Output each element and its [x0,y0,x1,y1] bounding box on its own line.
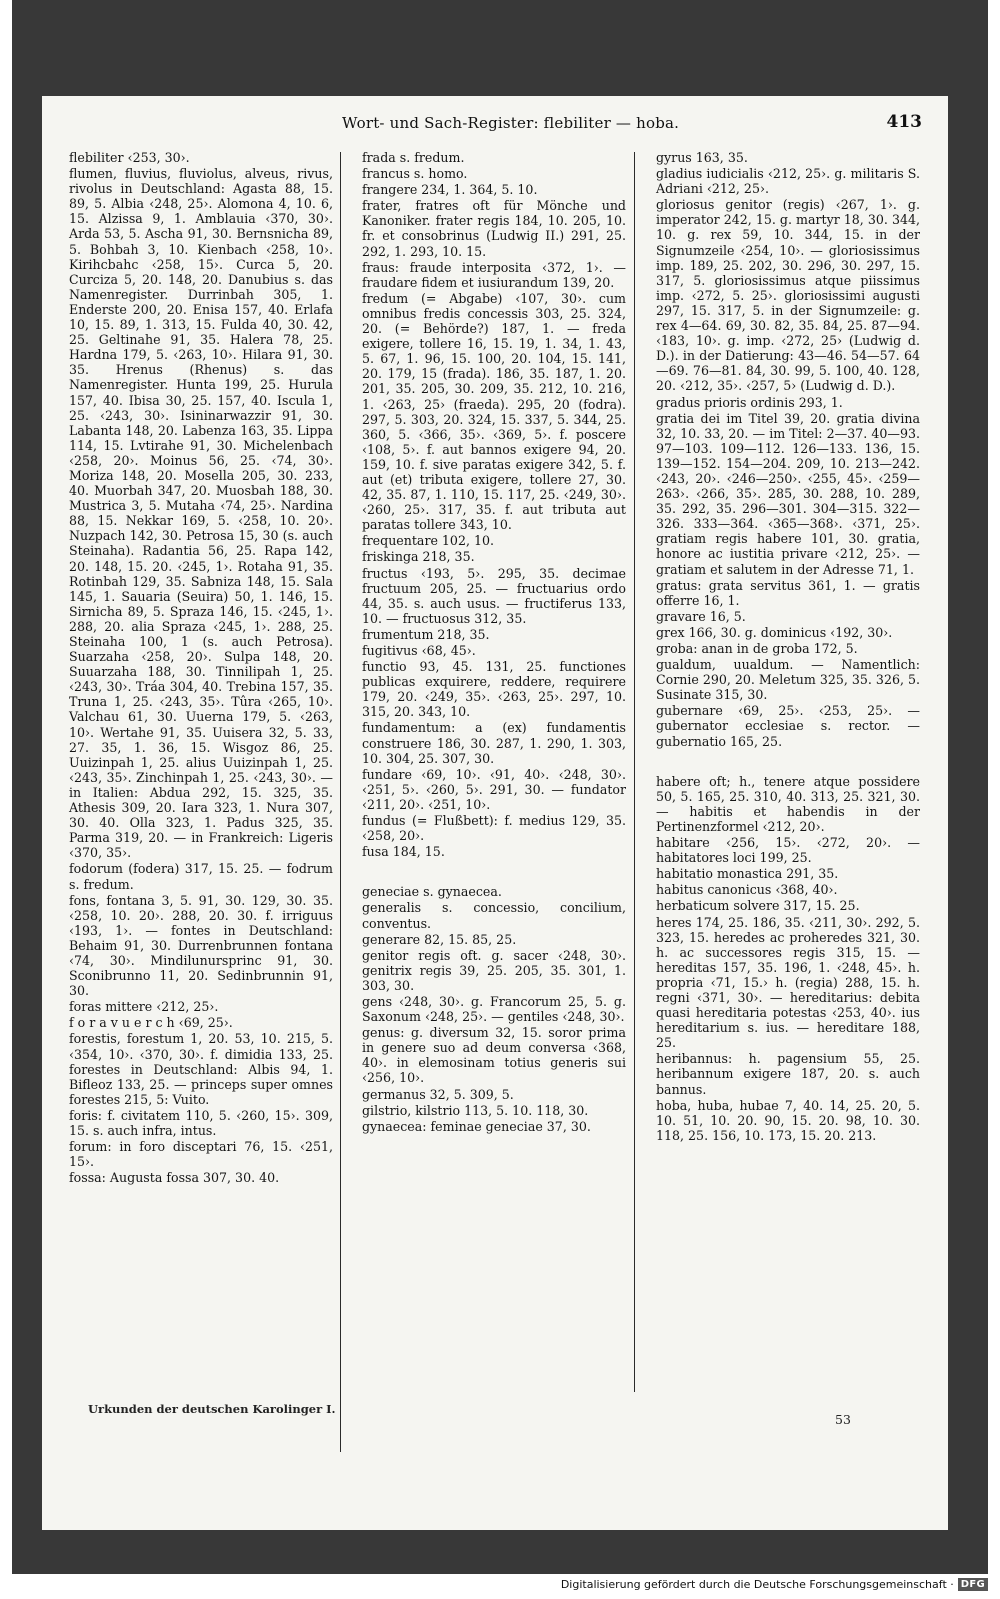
index-entry: gratus: grata servitus 361, 1. — gratis offerre 16, 1. [656,577,920,608]
index-entry: hoba, huba, hubae 7, 40. 14, 25. 20, 5. 10. 51, 10. 20. 90, 15. 20. 98, 10. 30. 118, 25. 156, 10. 173, 15. 20. 213. [656,1097,920,1143]
index-entry: habitatio monastica 291, 35. [656,866,839,882]
running-header [342,114,922,138]
index-entry: gyrus 163, 35. [656,150,748,165]
index-entry: frumentum 218, 35. [362,626,490,642]
footnote: Urkunden der deutschen Karolinger I. [88,1402,336,1416]
index-entry: gradus prioris ordinis 293, 1. [656,394,843,410]
dfg-logo: DFG [958,1578,988,1591]
index-entry: fossa: Augusta fossa 307, 30. 40. [69,1170,280,1186]
section-gap [644,750,920,774]
page-number: 413 [886,112,922,132]
index-entry: genitor regis oft. g. sacer ‹248, 30›. genitrix regis 39, 25. 205, 35. 301, 1. 303, 30. [362,947,626,993]
digitization-credit [561,1578,988,1591]
index-entry: gloriosus genitor (regis) ‹267, 1›. g. imperator 242, 15. g. martyr 18, 30. 344, 10. g. rex 59, 10. 344, 15. in der Signumzeile ‹254, 10›. — gloriosissimus imp. 189, 25. 202, 30. 296, 30. 297, 15. 317, 5. gloriosissimus atque piissimus imp. ‹272, 5. 25›. gloriosissimi augusti 297, 15. 317, 5. in der Signumzeile: g. rex 4—64. 69, 30. 82, 35. 84, 25. 87—94. ‹183, 10›. g. imp. ‹272, 25› (Ludwig d. D.). in der Datierung: 43—46. 54—57. 64—69. 76—81. 84, 30. 99, 5. 100, 40. 128, 20. ‹212, 35›. ‹257, 5› (Ludwig d. D.). [656,197,920,394]
index-entry: frater, fratres oft für Mönche und Kanoniker. frater regis 184, 10. 205, 10. fr. et consobrinus (Ludwig II.) 291, 25. 292, 1. 293, 10. 15. [362,198,626,259]
index-entry: friskinga 218, 35. [362,549,475,565]
index-entry: frangere 234, 1. 364, 5. 10. [362,182,538,198]
index-entry: forum: in foro disceptari 76, 15. ‹251, 15›. [69,1139,333,1170]
header-title: Wort- und Sach-Register: flebiliter — hoba. [342,114,680,132]
index-entry: habitus canonicus ‹368, 40›. [656,882,838,898]
index-entry: f o r a v u e r c h ‹69, 25›. [69,1015,233,1031]
index-entry: forestis, forestum 1, 20. 53, 10. 215, 5. ‹354, 10›. ‹370, 30›. f. dimidia 133, 25. forestes in Deutschland: Albis 94, 1. Bifleoz 133, 25. — princeps super omnes forestes 215, 5: Vuito. [69,1031,333,1107]
index-entry: flebiliter ‹253, 30›. [69,150,190,165]
index-entry: flumen, fluvius, fluviolus, alveus, rivus, rivolus in Deutschland: Agasta 88, 15. 89, 5. Albia ‹248, 25›. Alomona 4, 10. 6, 15. Alzissa 9, 1. Amblauia ‹370, 30›. Arda 53, 5. Ascha 91, 30. Bernsnicha 89, 5. Bohbah 3, 10. Kienbach ‹258, 10›. Kirihcbahc ‹258, 15›. Curca 5, 20. Curciza 5, 20. 148, 20. Danubius s. das Namenregister. Durrinbah 305, 1. Enderste 200, 20. Enisa 157, 40. Erlafa 10, 15. 89, 1. 313, 15. Fulda 40, 30. 42, 25. Geltinahe 91, 35. Halera 78, 25. Hardna 179, 5. ‹263, 10›. Hilara 91, 30. 35. Hrenus (Rhenus) s. das Namenregister. Hunta 199, 25. Hurula 157, 40. Ibisa 30, 25. 157, 40. Iscula 1, 25. ‹243, 30›. Isininarwazzir 91, 30. Labanta 148, 20. Labenza 163, 35. Lippa 114, 15. Lvtirahe 91, 30. Michelenbach ‹258, 20›. Moinus 56, 25. ‹74, 30›. Moriza 148, 20. Mosella 205, 30. 233, 40. Muorbah 347, 20. Muosbah 188, 30. Mustrica 3, 5. Mutaha ‹74, 25›. Nardina 88, 15. Nekkar 169, 5. ‹258, 10. 20›. Nuzpach 142, 30. Petrosa 15, 30 (s. auch Steinaha). Radantia 56, 25. Rapa 142, 20. 148, 15. 20. ‹245, 1›. Rotaha 91, 35. Rotinbah 129, 35. Sabniza 148, 15. Sala 145, 1. Sauaria (Seuira) 50, 1. 146, 15. Sirnicha 89, 5. Spraza 146, 15. ‹245, 1›. 288, 20. alia Spraza ‹245, 1›. 288, 25. Steinaha 100, 1 (s. auch Petrosa). Suarzaha ‹258, 20›. Sulpa 148, 20. Suuarzaha 188, 30. Tinnilipah 1, 25. ‹243, 30›. Tráa 304, 40. Trebina 157, 35. Truna 1, 25. ‹243, 35›. Tûra ‹265, 10›. Valchau 61, 30. Uuerna 179, 5. ‹263, 10›. Wertahe 91, 35. Uuisera 32, 5. 33, 27. 35, 1. 36, 15. Wisgoz 86, 25. Uuizinpah 1, 25. alius Uuizinpah 1, 25. ‹243, 35›. Zinchinpah 1, 25. ‹243, 30›. — in Italien: Abdua 292, 15. 325, 35. Athesis 309, 20. Iara 323, 1. Nura 307, 30. 40. Olla 323, 1. Padus 325, 35. Parma 319, 20. — in Frankreich: Ligeris ‹370, 35›. [69,166,333,861]
index-entry: generalis s. concessio, concilium, conventus. [362,900,626,931]
column-rule-2 [634,152,635,1392]
index-entry: geneciae s. gynaecea. [362,884,502,900]
index-entry: heres 174, 25. 186, 35. ‹211, 30›. 292, 5. 323, 15. heredes ac proheredes 321, 30. h. ac successores regis 315, 15. — hereditas 157, 35. 196, 1. ‹248, 45›. h. propria ‹71, 15.› h. (regia) 288, 15. h. regni ‹371, 30›. — hereditarius: debita quasi hereditaria potestas ‹253, 40›. ius hereditarium s. ius. — hereditare 188, 25. [656,914,920,1051]
index-entry: frada s. fredum. [362,150,465,165]
index-entry: fodorum (fodera) 317, 15. 25. — fodrum s. fredum. [69,861,333,892]
index-entry: gualdum, uualdum. — Namentlich: Cornie 290, 20. Meletum 325, 35. 326, 5. Susinate 315, 30. [656,657,920,703]
index-entry: foras mittere ‹212, 25›. [69,999,219,1015]
index-entry: grex 166, 30. g. dominicus ‹192, 30›. [656,624,893,640]
index-entry: fundamentum: a (ex) fundamentis construere 186, 30. 287, 1. 290, 1. 303, 10. 304, 25. 307, 30. [362,720,626,766]
index-entry: foris: f. civitatem 110, 5. ‹260, 15›. 309, 15. s. auch infra, intus. [69,1107,333,1138]
section-gap [350,860,626,884]
index-entry: gynaecea: feminae geneciae 37, 30. [362,1118,591,1134]
index-entry: fons, fontana 3, 5. 91, 30. 129, 30. 35. ‹258, 10. 20›. 288, 20. 30. f. irriguus ‹193, 1›. — fontes in Deutschland: Behaim 91, 30. Durrenbrunnen fontana ‹74, 30›. Mindilunursprinc 91, 30. Sconibrunno 11, 20. Sedinbrunnin 91, 30. [69,892,333,999]
index-entry: gratia dei im Titel 39, 20. gratia divina 32, 10. 33, 20. — im Titel: 2—37. 40—93. 97—103. 109—112. 126—133. 136, 15. 139—152. 154—204. 209, 10. 213—242. ‹243, 20›. ‹246—250›. ‹255, 45›. ‹259—263›. ‹266, 35›. 285, 30. 288, 10. 289, 35. 292, 35. 296—301. 304—315. 322—326. 333—364. ‹365—368›. ‹371, 25›. gratiam regis habere 101, 30. gratia, honore ac iustitia privare ‹212, 25›. — gratiam et salutem in der Adresse 71, 1. [656,410,920,577]
index-entry: gladius iudicialis ‹212, 25›. g. militaris S. Adriani ‹212, 25›. [656,166,920,197]
scan-background [12,0,988,1574]
index-entry: gravare 16, 5. [656,608,746,624]
index-entry: fredum (= Abgabe) ‹107, 30›. cum omnibus fredis concessis 303, 25. 324, 20. (= Behörde?) 187, 1. — freda exigere, tollere 16, 15. 19, 1. 34, 1. 43, 5. 67, 1. 96, 15. 100, 20. 104, 15. 141, 20. 179, 15 (frada). 186, 35. 187, 1. 20. 201, 35. 205, 30. 209, 35. 212, 10. 216, 1. ‹263, 25› (fraeda). 295, 20 (fodra). 297, 5. 303, 20. 324, 15. 337, 5. 344, 25. 360, 5. ‹366, 35›. ‹369, 5›. f. poscere ‹108, 5›. f. aut bannos exigere 94, 20. 159, 10. f. sive paratas exigere 342, 5. f. aut (et) tributa exigere, tollere 27, 30. 42, 35. 87, 1. 110, 15. 117, 25. ‹249, 30›. ‹260, 25›. 317, 35. f. aut tributa aut paratas tollere 343, 10. [362,290,626,533]
index-entry: habitare ‹256, 15›. ‹272, 20›. — habitatores loci 199, 25. [656,835,920,866]
index-entry: gens ‹248, 30›. g. Francorum 25, 5. g. Saxonum ‹248, 25›. — gentiles ‹248, 30›. [362,993,626,1025]
index-entry: fructus ‹193, 5›. 295, 35. decimae fructuum 205, 25. — fructuarius ordo 44, 35. s. auch usus. — fructiferus 133, 10. — fructuosus 312, 35. [362,565,626,626]
signature-mark: 53 [835,1412,851,1427]
index-entry: functio 93, 45. 131, 25. functiones publicas exquirere, reddere, requirere 179, 20. ‹249, 35›. ‹263, 25›. 297, 10. 315, 20. 343, 10. [362,659,626,720]
index-entry: gilstrio, kilstrio 113, 5. 10. 118, 30. [362,1102,589,1118]
index-entry: fraus: fraude interposita ‹372, 1›. — fraudare fidem et iusiurandum 139, 20. [362,259,626,290]
index-entry: frequentare 102, 10. [362,533,494,549]
index-entry: fundare ‹69, 10›. ‹91, 40›. ‹248, 30›. ‹251, 5›. ‹260, 5›. 291, 30. — fundator ‹211, 20›. ‹251, 10›. [362,766,626,812]
index-entry: francus s. homo. [362,166,468,182]
index-entry: fugitivus ‹68, 45›. [362,643,476,658]
index-entry: fusa 184, 15. [362,844,445,860]
index-entry: genus: g. diversum 32, 15. soror prima in genere suo ad deum conversa ‹368, 40›. in elemosinam totius generis sui ‹256, 10›. [362,1025,626,1086]
column-1 [57,150,333,1430]
index-entry: heribannus: h. pagensium 55, 25. heribannum exigere 187, 20. s. auch bannus. [656,1051,920,1097]
index-entry: groba: anan in de groba 172, 5. [656,641,858,656]
column-3 [644,150,920,1430]
credit-text: Digitalisierung gefördert durch die Deutsche Forschungsgemeinschaft · [560,1578,954,1591]
index-entry: generare 82, 15. 85, 25. [362,931,517,947]
index-entry: gubernare ‹69, 25›. ‹253, 25›. — gubernator ecclesiae s. rector. — gubernatio 165, 25. [656,703,920,749]
index-entry: habere oft; h., tenere atque possidere 50, 5. 165, 25. 310, 40. 313, 25. 321, 30. — habitis et habendis in der Pertinenzformel ‹212, 20›. [656,773,920,834]
column-2 [350,150,626,1430]
index-entry: fundus (= Flußbett): f. medius 129, 35. ‹258, 20›. [362,813,626,844]
document-page [42,96,948,1530]
index-entry: herbaticum solvere 317, 15. 25. [656,898,860,914]
index-entry: germanus 32, 5. 309, 5. [362,1086,514,1102]
column-rule-1 [340,152,341,1452]
